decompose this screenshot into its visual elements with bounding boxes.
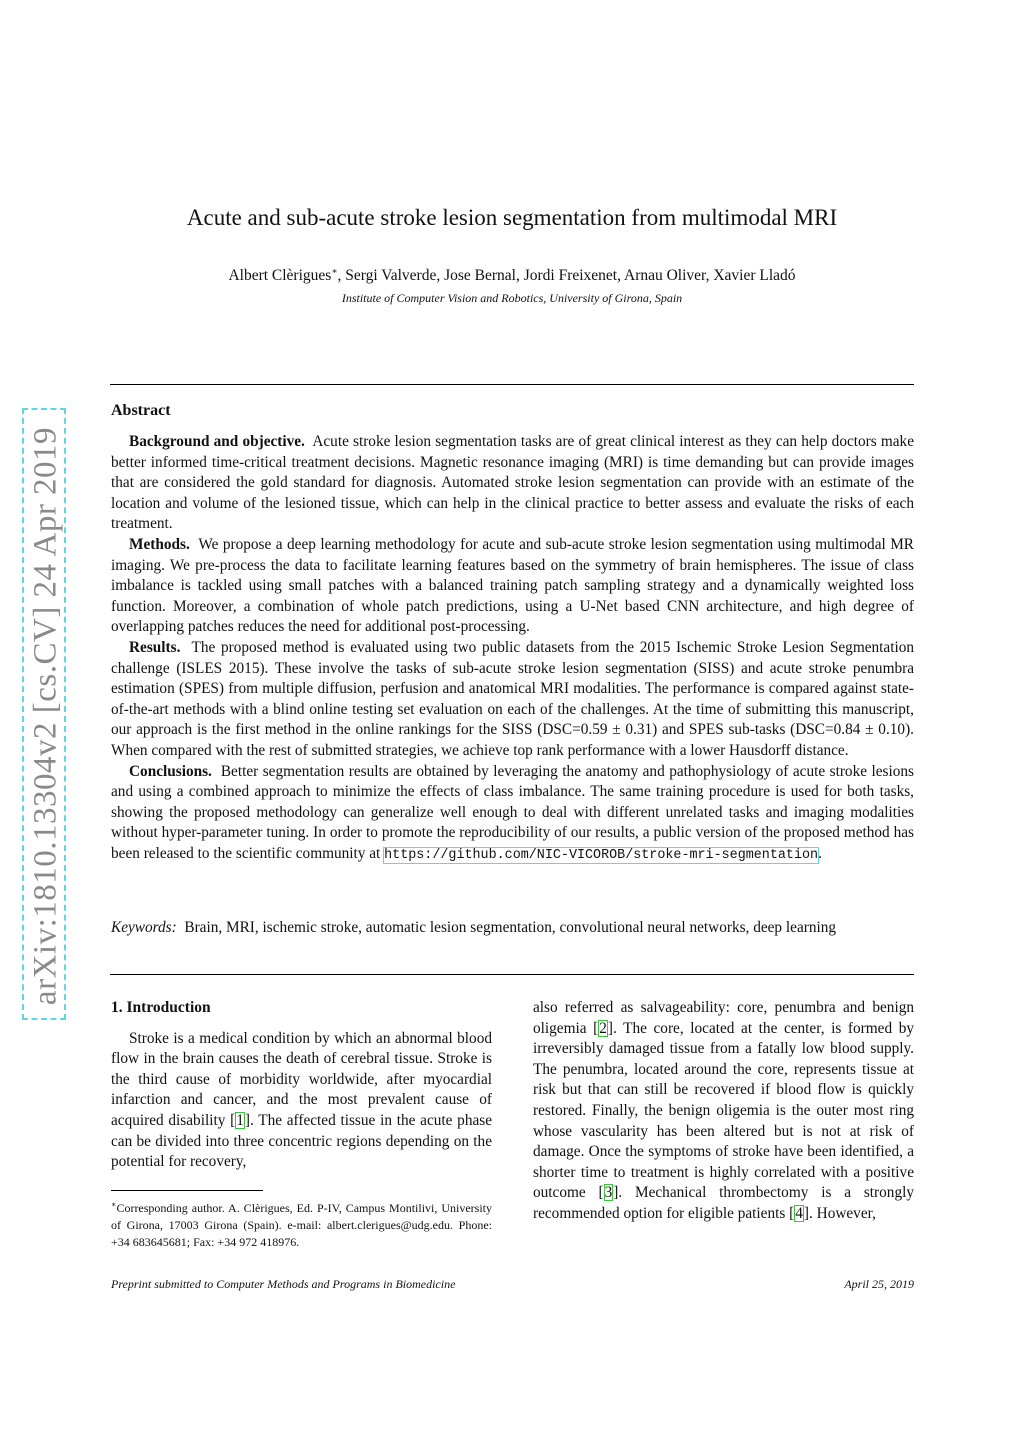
affiliation: Institute of Computer Vision and Robotics, University of Girona, Spain <box>341 291 683 305</box>
background-label: Background and objective. <box>129 433 305 450</box>
corresponding-author-mark: ∗ <box>331 266 338 276</box>
footnote-rule <box>111 1190 263 1191</box>
results-text: The proposed method is evaluated using two public datasets from the 2015 Ischemic Stroke Lesion Segmentation challenge (ISLES 2015). These involve the tasks of sub-acute stroke lesion segmentation (SISS) and acute stroke penumbra estimation (SPES) from multiple diffusion, perfusion and anatomical MRI modalities. The performance is compared against state-of-the-art methods with a blind online testing set evaluation on each of the challenges. At the time of submitting this manuscript, our approach is the first method in the online rankings for the SISS (DSC=0.59 ± 0.31) and SPES sub-tasks (DSC=0.84 ± 0.10). When compared with the rest of submitted strategies, we achieve top rank performance with a lower Hausdorff distance. <box>111 638 914 759</box>
methods-label: Methods. <box>129 535 190 553</box>
intro-text-f: ]. However, <box>803 1204 876 1222</box>
arxiv-stamp[interactable] <box>22 408 66 1020</box>
abstract-heading: Abstract <box>111 402 171 419</box>
left-column <box>111 998 492 1173</box>
url-trail: . <box>818 844 822 862</box>
paper-title: Acute and sub-acute stroke lesion segmentation from multimodal MRI <box>186 205 838 230</box>
footnote-text: Corresponding author. A. Clèrigues, Ed. P-IV, Campus Montilivi, University of Girona, 17003 Girona (Spain). e-mail: albert.clerigues@udg.edu. Phone: +34 683645681; Fax: +34 972 418976. <box>111 1201 492 1249</box>
methods-text: We propose a deep learning methodology for acute and sub-acute stroke lesion segmentation using multimodal MR imaging. We pre-process the data to facilitate learning features based on the symmetry of brain hemispheres. The issue of class imbalance is tackled using small patches with a balanced training patch sampling strategy and a dynamically weighted loss function. Moreover, a combination of whole patch predictions, using a U-Net based CNN architecture, and high degree of overlapping patches reduces the need for additional post-processing. <box>111 535 914 636</box>
abstract-background <box>111 432 914 535</box>
first-author: Albert Clèrigues <box>228 267 332 285</box>
intro-text-c: also referred as salvageability: core, penumbra and benign oligemia [ <box>533 999 914 1037</box>
citation-3[interactable]: 3 <box>604 1184 613 1202</box>
background-text: Acute stroke lesion segmentation tasks are of great clinical interest as they can help doctors make better informed time-critical treatment decisions. Magnetic resonance imaging (MRI) is time demanding but can provide images that are considered the gold standard for diagnosis. Automated stroke lesion segmentation can provide with an estimate of the location and volume of the lesioned tissue, which can help in the clinical practice to better assess and evaluate the risks of each treatment. <box>111 433 914 533</box>
abstract-bottom-rule <box>110 974 914 975</box>
abstract-results <box>111 638 914 762</box>
keywords-label: Keywords: <box>111 919 177 936</box>
citation-4[interactable]: 4 <box>795 1204 803 1222</box>
author-list <box>0 261 1024 286</box>
footnote <box>111 1196 492 1251</box>
footnote-mark: ∗ <box>111 1200 117 1209</box>
intro-text-a: Stroke is a medical condition by which an abnormal blood flow in the brain causes the death of cerebral tissue. Stroke is the third cause of morbidity worldwide, after myocardial infarction and cancer, and the most prevalent cause of acquired disability [ <box>111 1029 492 1129</box>
footer-date: April 25, 2019 <box>844 1277 914 1291</box>
citation-2[interactable]: 2 <box>599 1019 607 1037</box>
abstract-conclusions <box>111 762 914 867</box>
keywords-text: Brain, MRI, ischemic stroke, automatic lesion segmentation, convolutional neural networks, deep learning <box>184 919 837 936</box>
intro-text-b: ]. The affected tissue in the acute phase can be divided into three concentric regions depending on the potential for recovery, <box>111 1111 492 1171</box>
abstract-body <box>111 432 914 866</box>
other-authors: , Sergi Valverde, Jose Bernal, Jordi Freixenet, Arnau Oliver, Xavier Lladó <box>337 267 796 285</box>
github-link[interactable]: https://github.com/NIC-VICOROB/stroke-mri-segmentation <box>384 847 819 863</box>
intro-paragraph-right <box>533 998 914 1225</box>
keywords <box>111 918 871 939</box>
intro-paragraph-left <box>111 1029 492 1173</box>
abstract-methods <box>111 535 914 638</box>
abstract-top-rule <box>110 384 914 385</box>
arxiv-stamp-text: arXiv:1810.13304v2 [cs.CV] 24 Apr 2019 <box>27 426 64 1006</box>
conclusions-label: Conclusions. <box>129 762 212 780</box>
introduction-heading: 1. Introduction <box>111 999 211 1016</box>
intro-text-e: ]. Mechanical thrombectomy is a strongly recommended option for eligible patients [ <box>533 1184 914 1222</box>
intro-text-d: ]. The core, located at the center, is formed by irreversibly damaged tissue from a fatally low blood supply. The penumbra, located around the core, represents tissue at risk but that can still be recovered if blood flow is quickly restored. Finally, the benign oligemia is the outer most ring whose vascularity has been altered but is not at risk of damage. Once the symptoms of stroke have been identified, a shorter time to treatment is highly correlated with a positive outcome [ <box>533 1019 915 1202</box>
footer-journal: Preprint submitted to Computer Methods and Programs in Biomedicine <box>111 1277 456 1291</box>
results-label: Results. <box>129 638 181 656</box>
right-column <box>533 998 914 1225</box>
citation-1[interactable]: 1 <box>236 1111 244 1129</box>
conclusions-text: Better segmentation results are obtained by leveraging the anatomy and pathophysiology of acute stroke lesions and using a combined approach to minimize the effects of class imbalance. The same training procedure is used for both tasks, showing the proposed methodology can generalize well enough to deal with different unrelated tasks and imaging modalities without hyper-parameter tuning. In order to promote the reproducibility of our results, a public version of the proposed method has been released to the scientific community at <box>111 762 914 862</box>
